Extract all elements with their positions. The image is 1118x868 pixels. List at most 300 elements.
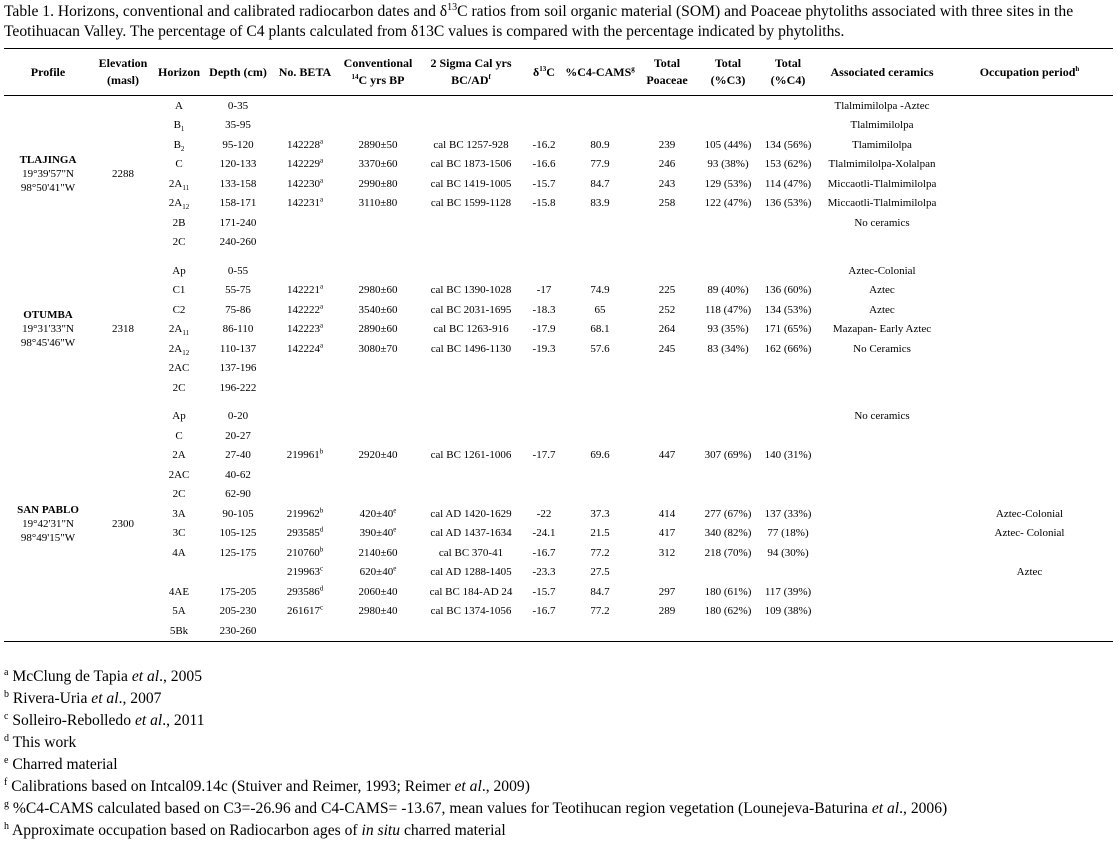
conventional-age-cell [338,602,418,622]
table-row [4,524,1113,544]
conventional-footnote-mark: e [393,506,397,515]
horizon-cell [154,281,204,301]
horizon-label: B [173,119,181,132]
occupation-cell [946,135,1113,155]
footnote-text: charred material [400,822,506,839]
c4-cams-cell: 84.7 [590,177,610,190]
ceramics-cell: Aztec [869,303,895,316]
total-c3-cell: 180 (61%) [704,585,752,598]
total-c3-cell: 83 (34%) [707,342,749,355]
spacer-cell [4,252,1113,261]
horizon-label: 2C [172,488,186,501]
table-row [4,194,1113,214]
d13c-cell: -15.8 [532,197,556,210]
occupation-cell [946,155,1113,175]
beta-footnote-mark: c [319,603,324,612]
ceramics-cell: No ceramics [854,216,910,229]
conventional-age: 2980±40 [358,605,398,618]
total-poaceae-cell: 245 [658,342,676,355]
ceramics-cell: No ceramics [854,410,910,423]
d13c-cell [524,621,564,641]
conventional-age-cell [338,116,418,136]
depth-cell: 133-158 [219,177,257,190]
footnote-mark: f [4,776,8,788]
beta-footnote-mark: a [319,176,324,185]
footnote-text: et al [871,800,900,817]
total-c4-cell: 94 (30%) [767,546,809,559]
conventional-age-cell [338,504,418,524]
footnote-text: Solleiro-Rebolledo [12,712,135,729]
col-beta: No. BETA [272,49,338,96]
total-c4-cell: 114 (47%) [764,177,812,190]
ceramics-cell [818,378,946,398]
ceramics-cell [818,359,946,379]
col-total-c4: Total (%C4) [758,49,818,96]
table-row [4,155,1113,175]
d13c-cell [524,96,564,116]
depth-cell: 0-55 [227,264,249,277]
d13c-cell [524,378,564,398]
beta-number: 293586 [286,585,320,598]
c4-cams-cell [564,261,636,281]
calibrated-age-cell [418,378,524,398]
beta-footnote-mark: c [319,564,324,573]
c4-cams-cell: 74.9 [590,284,610,297]
total-c4-cell [758,261,818,281]
footnote-mark: h [4,820,9,832]
horizon-cell [154,135,204,155]
col-total-poaceae: Total Poaceae [636,49,698,96]
occupation-cell: Aztec-Colonial [995,507,1064,520]
horizon-cell [154,602,204,622]
total-c3-cell [698,465,758,485]
c4-cams-cell: 57.6 [590,342,610,355]
horizon-subscript: 1 [180,125,185,134]
beta-number: 142231 [286,197,320,210]
occupation-cell [946,426,1113,446]
beta-cell [272,213,338,233]
ceramics-cell: Aztec-Colonial [848,264,916,277]
profile-cell [4,96,92,253]
occupation-cell [946,300,1113,320]
beta-cell [272,96,338,116]
table-caption: Table 1. Horizons, conventional and calibrated radiocarbon dates and $\delta^{13}C$ ratios from soil organic material (SOM) and Poaceae phytoliths associated with three sites in the Teotihuacan Valley. The percentage of C4 plants calculated from δ13C values is compared with the percentage indicated by phytoliths. [4,1,1074,40]
calibrated-age-cell: cal BC 1496-1130 [430,342,512,355]
depth-cell: 137-196 [219,362,257,375]
beta-number: 219963 [286,566,320,579]
conventional-age: 2890±50 [358,138,398,151]
col-total-c3: Total (%C3) [698,49,758,96]
total-poaceae-cell: 414 [658,507,676,520]
ceramics-cell [818,543,946,563]
beta-cell [272,465,338,485]
header-row [4,49,1113,96]
horizon-label: 2AC [168,362,190,375]
occupation-cell [946,621,1113,641]
c4-cams-cell: 68.1 [590,323,610,336]
conventional-age-cell [338,96,418,116]
footnote-e [4,754,1114,776]
depth-cell: 196-222 [219,381,257,394]
table-row [4,281,1113,301]
total-poaceae-cell [636,96,698,116]
beta-cell [272,485,338,505]
footnote-b [4,688,1114,710]
total-c3-cell: 307 (69%) [704,449,752,462]
horizon-label: 2C [172,236,186,249]
total-c3-cell: 93 (38%) [707,158,749,171]
occupation-cell [946,281,1113,301]
occupation-cell [946,339,1113,359]
footnote-text: Calibrations based on Intcal09.14c (Stuiver and Reimer, 1993; Reimer [11,778,455,795]
ceramics-cell [818,233,946,253]
calibrated-age-cell [418,213,524,233]
footnote-text: et al [134,712,163,729]
total-c4-cell [758,116,818,136]
occupation-cell [946,233,1113,253]
beta-footnote-mark: a [319,302,324,311]
conventional-age-cell [338,281,418,301]
total-c4-cell: 136 (53%) [764,197,812,210]
c4-cams-cell [564,407,636,427]
table-row [4,174,1113,194]
beta-number: 293585 [286,527,320,540]
c4-cams-cell [564,116,636,136]
total-poaceae-cell [636,261,698,281]
col-depth: Depth (cm) [204,49,272,96]
beta-cell [272,174,338,194]
conventional-age-cell [338,465,418,485]
total-c4-cell: 162 (66%) [764,342,812,355]
depth-cell: 125-175 [219,546,257,559]
horizon-cell [154,339,204,359]
table-row [4,543,1113,563]
calibrated-age-cell: cal BC 1390-1028 [430,284,512,297]
c4-cams-cell [564,233,636,253]
calibrated-age-cell [418,116,524,136]
horizon-label: 2A [168,177,183,190]
calibrated-age-cell [418,359,524,379]
depth-cell: 27-40 [225,449,251,462]
conventional-age-cell [338,135,418,155]
footnote-text: %C4-CAMS calculated based on C3=-26.96 and C4-CAMS= -13.67, mean values for Teotihucan region vegetation (Lounejeva-Baturina [12,800,872,817]
beta-cell [272,116,338,136]
calibrated-age-cell: cal AD 1437-1634 [430,527,512,540]
conventional-age-cell [338,261,418,281]
conventional-age-cell [338,543,418,563]
horizon-label: C1 [172,284,186,297]
calibrated-age-cell: cal BC 1257-928 [433,138,509,151]
beta-cell [272,524,338,544]
d13c-cell [524,233,564,253]
depth-cell: 240-260 [219,236,257,249]
table-row [4,563,1113,583]
c4-cams-cell: 83.9 [590,197,610,210]
footnote-text: et al [131,668,160,685]
horizon-cell [154,465,204,485]
col-horizon: Horizon [154,49,204,96]
footnote-text: ., 2006) [899,800,948,817]
depth-cell: 0-35 [227,99,249,112]
horizon-label: Ap [172,264,186,277]
total-c4-cell [758,407,818,427]
horizon-subscript: 2 [180,144,185,153]
total-poaceae-cell [636,426,698,446]
elevation-cell: 2288 [112,168,134,180]
table-row [4,465,1113,485]
d13c-cell: -24.1 [532,527,556,540]
conventional-age: 2920±40 [358,449,398,462]
conventional-age-cell [338,155,418,175]
conventional-age-cell [338,213,418,233]
horizon-label: C [175,158,183,171]
total-c3-cell: 105 (44%) [704,138,752,151]
footnote-c [4,710,1114,732]
occupation-cell [946,320,1113,340]
occupation-cell [946,602,1113,622]
ceramics-cell: Tlalmimilolpa -Aztec [834,99,930,112]
horizon-label: 2B [172,216,186,229]
horizon-cell [154,300,204,320]
total-c3-cell [698,359,758,379]
elevation-cell: 2318 [112,323,134,336]
total-c4-cell [758,359,818,379]
c4-cams-cell [564,485,636,505]
profile-latitude: 19°31'33"N [22,323,74,336]
conventional-age: 3370±60 [358,158,398,171]
d13c-cell: -18.3 [532,303,556,316]
horizon-cell [154,582,204,602]
conventional-age: 3110±80 [358,197,398,210]
conventional-age-cell [338,524,418,544]
depth-cell: 120-133 [219,158,257,171]
table-row [4,359,1113,379]
total-c3-cell [698,485,758,505]
c4-cams-cell [564,96,636,116]
profile-longitude: 98°45'46"W [20,337,76,350]
conventional-age: 2890±60 [358,323,398,336]
footnote-f [4,776,1114,798]
footnote-h [4,820,1114,842]
horizon-label: 4A [172,546,186,559]
horizon-cell [154,524,204,544]
table-row [4,213,1113,233]
total-c4-cell: 171 (65%) [764,323,812,336]
d13c-cell [524,426,564,446]
total-c4-cell: 134 (56%) [764,138,812,151]
total-poaceae-cell [636,407,698,427]
c4-cams-cell: 69.6 [590,449,610,462]
d13c-cell: -19.3 [532,342,556,355]
beta-cell [272,339,338,359]
profile-latitude: 19°42'31"N [22,517,74,530]
beta-cell [272,504,338,524]
beta-footnote-mark: b [319,447,324,456]
beta-footnote-mark: b [319,545,324,554]
conventional-age: 2140±60 [358,546,398,559]
total-c3-cell [698,621,758,641]
beta-number: 142228 [286,138,320,151]
profile-longitude: 98°50'41"W [20,182,76,194]
ceramics-cell [818,563,946,583]
c4-cams-cell: 77.9 [590,158,610,171]
total-c3-cell: 89 (40%) [707,284,749,297]
calibrated-age-cell [418,233,524,253]
conventional-age-cell [338,485,418,505]
ceramics-cell [818,465,946,485]
total-c3-cell [698,563,758,583]
horizon-label: A [175,99,183,112]
horizon-label: C2 [172,303,186,316]
table-row [4,96,1113,116]
col-profile: Profile [4,49,92,96]
depth-cell: 110-137 [219,342,257,355]
total-poaceae-cell [636,465,698,485]
horizon-cell [154,359,204,379]
table-body [4,96,1113,642]
table-row [4,320,1113,340]
calibrated-age-cell [418,407,524,427]
footnote-text: McClung de Tapia [12,668,132,685]
beta-cell [272,135,338,155]
calibrated-age-cell [418,426,524,446]
profile-longitude: 98°49'15"W [20,531,76,544]
d13c-cell [524,465,564,485]
total-c4-cell: 136 (60%) [764,284,812,297]
conventional-age: 3540±60 [358,303,398,316]
occupation-cell [946,582,1113,602]
total-c3-cell: 129 (53%) [704,177,752,190]
radiocarbon-table [4,48,1113,642]
total-c3-cell [698,213,758,233]
d13c-cell [524,261,564,281]
footnote-mark: d [4,732,9,744]
footnote-text: ., 2005 [159,668,202,685]
ceramics-cell: No Ceramics [853,342,911,355]
total-c3-cell [698,378,758,398]
beta-cell [272,621,338,641]
occupation-cell [946,407,1113,427]
total-c4-cell [758,96,818,116]
horizon-label: C [175,429,183,442]
beta-cell [272,407,338,427]
total-c4-cell [758,465,818,485]
beta-cell [272,446,338,466]
calibrated-age-cell [418,485,524,505]
total-poaceae-cell: 246 [658,158,676,171]
occupation-cell [946,194,1113,214]
d13c-cell: -23.3 [532,566,556,579]
footnote-text: This work [12,734,77,751]
horizon-cell [154,194,204,214]
beta-cell [272,155,338,175]
conventional-footnote-mark: e [393,525,397,534]
conventional-age-cell [338,446,418,466]
footnote-text: et al [91,690,119,707]
conventional-age-cell [338,194,418,214]
d13c-cell: -15.7 [532,177,556,190]
depth-cell: 158-171 [219,197,257,210]
footnote-text: Rivera-Uria [12,690,92,707]
table-row [4,300,1113,320]
horizon-subscript: 12 [182,348,190,357]
occupation-cell [946,213,1113,233]
conventional-age: 2980±60 [358,284,398,297]
table-row [4,233,1113,253]
beta-number: 142221 [286,284,320,297]
site-spacer-row [4,252,1113,261]
horizon-cell [154,233,204,253]
occupation-cell [946,446,1113,466]
total-poaceae-cell [636,621,698,641]
spacer-cell [4,398,1113,407]
c4-cams-cell: 65 [594,303,606,316]
beta-cell [272,359,338,379]
footnote-text: ., 2009) [481,778,530,795]
beta-cell [272,602,338,622]
total-c3-cell [698,233,758,253]
horizon-label: 5Bk [169,624,189,637]
ceramics-cell: Tlalmimilolpa [850,119,914,132]
horizon-cell [154,261,204,281]
beta-cell [272,426,338,446]
table-row [4,485,1113,505]
beta-number: 219962 [286,507,320,520]
total-poaceae-cell: 289 [658,605,676,618]
c4-cams-cell [564,213,636,233]
ceramics-cell [818,602,946,622]
d13c-cell: -16.6 [532,158,556,171]
beta-footnote-mark: d [319,525,324,534]
beta-cell [272,233,338,253]
horizon-label: 3C [172,527,186,540]
conventional-age-cell [338,174,418,194]
depth-cell: 40-62 [225,468,251,481]
profile-name: SAN PABLO [17,503,79,516]
beta-footnote-mark: a [319,137,324,146]
beta-cell [272,300,338,320]
beta-number: 210760 [286,546,320,559]
c4-cams-cell [564,426,636,446]
total-c3-cell [698,407,758,427]
total-c3-cell: 180 (62%) [704,605,752,618]
total-poaceae-cell: 312 [658,546,676,559]
c4-cams-cell [564,465,636,485]
calibrated-age-cell: cal BC 370-41 [438,546,504,559]
total-c3-cell: 340 (82%) [704,527,752,540]
ceramics-cell: Miccaotli-Tlalmimilolpa [827,177,937,190]
conventional-age-cell [338,320,418,340]
depth-cell: 35-95 [225,119,251,132]
footnotes [4,666,1114,842]
beta-cell [272,563,338,583]
ceramics-cell [818,621,946,641]
footnote-mark: c [4,710,9,722]
total-c3-cell [698,96,758,116]
footnote-a [4,666,1114,688]
horizon-cell [154,320,204,340]
beta-cell [272,194,338,214]
conventional-age-cell [338,621,418,641]
calibrated-age-cell: cal BC 1263-916 [433,323,509,336]
horizon-label: 2A [168,323,183,336]
total-poaceae-cell [636,213,698,233]
beta-number: 142223 [286,323,320,336]
footnote-text: ., 2011 [162,712,205,729]
ceramics-cell [818,485,946,505]
c4-cams-cell [564,359,636,379]
table-row [4,602,1113,622]
